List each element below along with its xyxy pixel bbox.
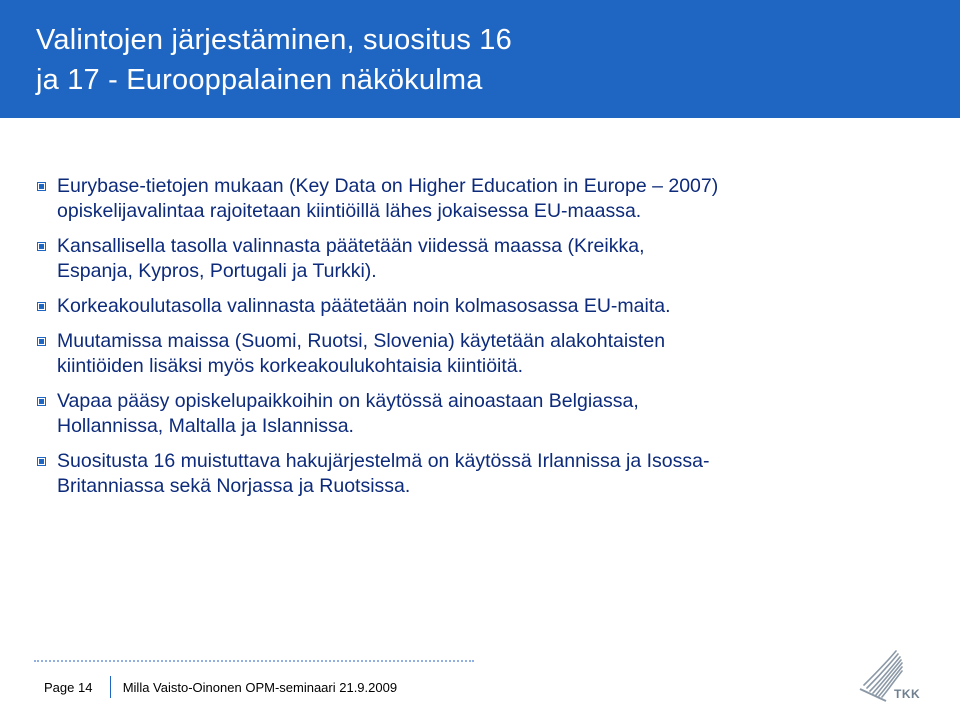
bullet-list xyxy=(36,174,936,499)
square-bullet-icon xyxy=(37,302,46,311)
bullet-line: Hollannissa, Maltalla ja Islannissa. xyxy=(57,415,354,437)
event-name: OPM-seminaari 21.9.2009 xyxy=(245,680,398,695)
square-bullet-icon xyxy=(37,242,46,251)
slide-title-line-2: ja 17 - Eurooppalainen näkökulma xyxy=(36,64,483,96)
page-number: 14 xyxy=(78,680,93,695)
square-bullet-icon xyxy=(37,397,46,406)
bullet-line: Suositusta 16 muistuttava hakujärjestelmä on käytössä Irlannissa ja Isossa- xyxy=(57,450,710,472)
bullet-item xyxy=(36,234,936,284)
title-bar xyxy=(0,0,960,118)
tkk-logo-text: TKK xyxy=(894,687,921,701)
slide-title-line-1: Valintojen järjestäminen, suositus 16 xyxy=(36,24,512,56)
footer-separator xyxy=(110,676,111,698)
bullet-item xyxy=(36,449,936,499)
bullet-item xyxy=(36,174,936,224)
bullet-item xyxy=(36,389,936,439)
bullet-line: Vapaa pääsy opiskelupaikkoihin on käytössä ainoastaan Belgiassa, xyxy=(57,390,639,412)
bullet-line: Muutamissa maissa (Suomi, Ruotsi, Slovenia) käytetään alakohtaisten xyxy=(57,330,666,352)
slide-title xyxy=(36,20,916,100)
square-bullet-icon xyxy=(37,182,46,191)
bullet-line: Kansallisella tasolla valinnasta päätetään viidessä maassa (Kreikka, xyxy=(57,235,645,257)
slide-footer xyxy=(44,676,397,698)
footer-divider xyxy=(34,660,474,662)
bullet-line: Korkeakoulutasolla valinnasta päätetään noin kolmasosassa EU-maita. xyxy=(57,295,671,317)
square-bullet-icon xyxy=(37,457,46,466)
bullet-line: Eurybase-tietojen mukaan (Key Data on Higher Education in Europe – 2007) xyxy=(57,175,719,197)
square-bullet-icon xyxy=(37,337,46,346)
bullet-line: kiintiöiden lisäksi myös korkeakoulukohtaisia kiintiöitä. xyxy=(57,355,524,377)
bullet-item xyxy=(36,329,936,379)
bullet-line: opiskelijavalintaa rajoitetaan kiintiöillä lähes jokaisessa EU-maassa. xyxy=(57,200,642,222)
bullet-line: Britanniassa sekä Norjassa ja Ruotsissa. xyxy=(57,475,411,497)
bullet-line: Espanja, Kypros, Portugali ja Turkki). xyxy=(57,260,377,282)
bullet-item xyxy=(36,294,936,319)
presenter-name: Milla Vaisto-Oinonen xyxy=(122,680,242,695)
page-label: Page xyxy=(44,680,75,695)
